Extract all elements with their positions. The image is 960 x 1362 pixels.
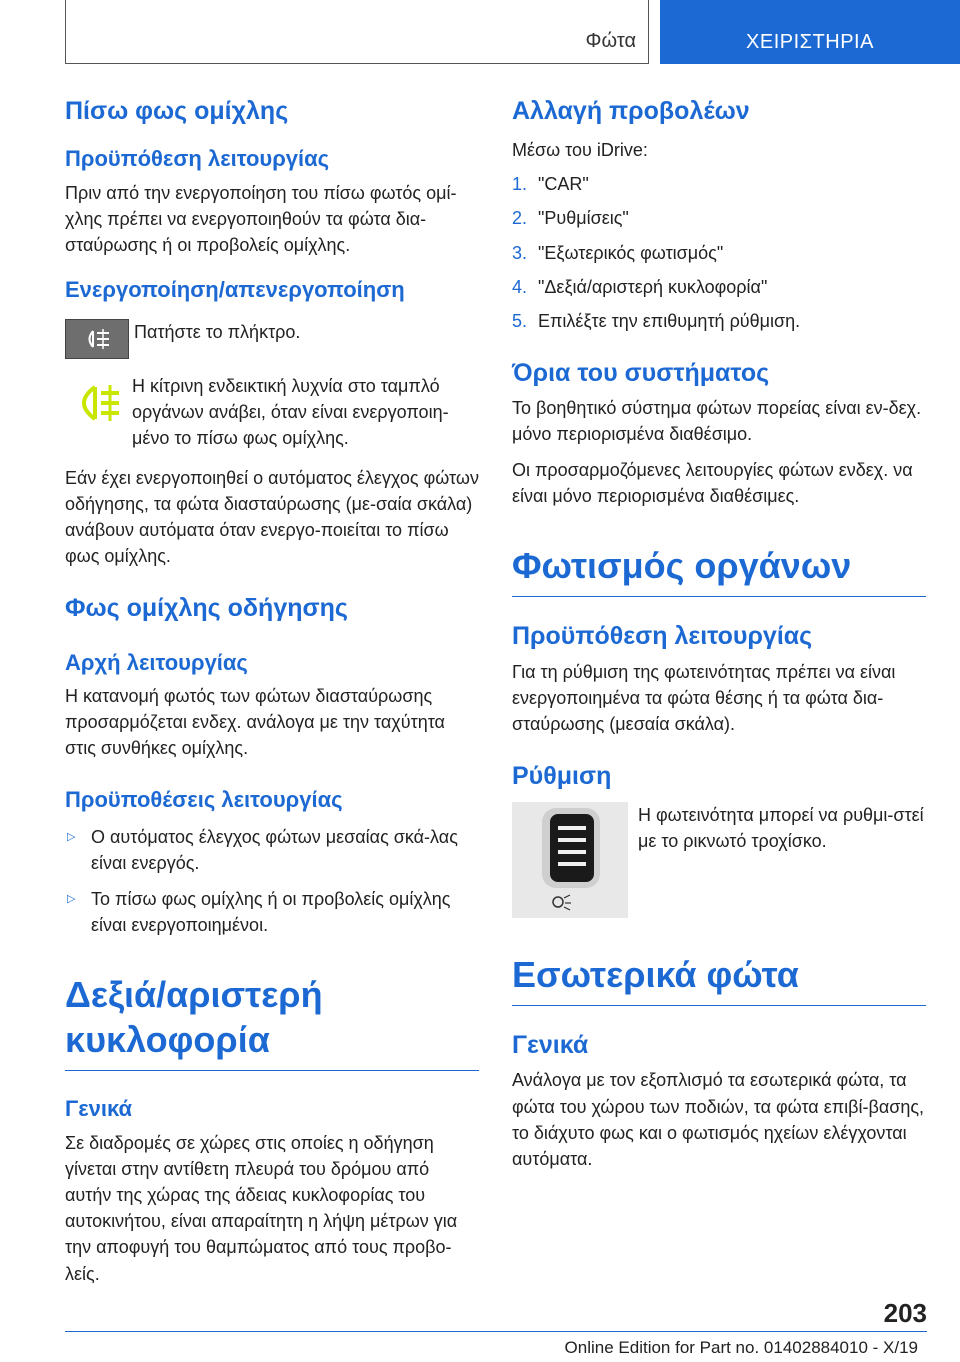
interior-general-text: Ανάλογα με τον εξοπλισμό τα εσωτερικά φώτα, τα φώτα του χώρου των ποδιών, τα φώτα επιβί-βασης, το διάχυτο φως και ο φωτισμός ηχείων ελέγχονται αυτόματα. [512,1070,925,1169]
steps-list [512,171,926,333]
step-number: 1. [512,174,528,195]
auto-control-text: Εάν έχει ενεργοποιηθεί ο αυτόματος έλεγχος φώτων οδήγησης, τα φώτα διασταύρωσης (με-σαία σκάλα) ανάβουν αυτόματα όταν ενεργο-ποιείται το πίσω φως ομίχλης. [65,468,479,567]
rear-fog-prereq-text: Πριν από την ενεργοποίηση του πίσω φωτός ομί-χλης πρέπει να ενεργοποιηθούν τα φώτα δια-σταύρωσης ή οι προβολείς ομίχλης. [65,182,457,256]
traffic-title: Δεξιά/αριστερή κυκλοφορία [65,972,479,1071]
principle-title: Αρχή λειτουργίας [65,649,248,675]
limits-text-1: Το βοηθητικό σύστημα φώτων πορείας είναι εν-δεχ. μόνο περιορισμένα διαθέσιμο. [512,398,922,445]
rear-fog-title: Πίσω φως ομίχλης [65,97,289,125]
header-chapter-tab: ΧΕΙΡΙΣΤΗΡΙΑ [660,0,960,64]
traffic-general-text: Σε διαδρομές σε χώρες στις οποίες η οδήγηση γίνεται στην αντίθετη πλευρά του δρόμου από αυτήν της χώρας της άδειας κυκλοφορίας του αυτοκινήτου, είναι απαραίτητη η λήψη μέτρων για την αποφυγή του θαμπώματος από τους προβο-λείς. [65,1133,458,1284]
left-column [65,96,479,1287]
list-item [65,886,479,938]
adjust-text: Η φωτεινότητα μπορεί να ρυθμι-στεί με το ρικνωτό τροχίσκο. [638,805,924,852]
step-text: "Ρυθμίσεις" [538,208,629,229]
knob-row [512,802,926,918]
footer-edition-text: Online Edition for Part no. 01402884010 - X/19 [564,1338,918,1357]
list-item [512,240,926,266]
press-button-text: Πατήστε το πλήκτρο. [134,321,301,342]
interior-general-title: Γενικά [512,1031,589,1060]
instrument-prereq-title: Προϋπόθεση λειτουργίας [512,622,813,651]
via-idrive-text: Μέσω του iDrive: [512,140,648,161]
instrument-lighting-title: Φωτισμός οργάνων [512,543,926,597]
step-text: "Δεξιά/αριστερή κυκλοφορία" [538,276,768,297]
fog-button-image [65,319,129,359]
limits-text-2: Οι προσαρμοζόμενες λειτουργίες φώτων ενδεχ. να είναι μόνο περιορισμένα διαθέσιμες. [512,460,913,507]
list-item [512,205,926,231]
list-item-text: Το πίσω φως ομίχλης ή οι προβολείς ομίχλης είναι ενεργοποιημένοι. [91,889,451,936]
step-number: 4. [512,276,528,297]
right-column [512,96,926,1172]
triangle-bullet-icon: ▷ [67,893,76,906]
rear-fog-icon [79,327,115,351]
step-number: 5. [512,310,528,331]
fog-driving-title: Φως ομίχλης οδήγησης [65,594,348,623]
list-item [512,274,926,300]
page-number: 203 [883,1298,927,1328]
triangle-bullet-icon: ▷ [67,831,76,844]
traffic-general-title: Γενικά [65,1096,133,1122]
rear-fog-toggle-title: Ενεργοποίηση/απενεργοποίηση [65,277,405,303]
thumbwheel-image [512,802,628,918]
list-item [512,308,926,334]
list-item [512,171,926,197]
prereqs-title: Προϋποθέσεις λειτουργίας [65,786,343,812]
step-text: "CAR" [538,174,589,195]
thumbwheel-photo [512,802,628,918]
principle-text: Η κατανομή φωτός των φώτων διασταύρωσης προσαρμόζεται ενδεχ. ανάλογα με την ταχύτητα στις συνθήκες ομίχλης. [65,686,445,759]
step-number: 2. [512,208,528,229]
indicator-row [65,373,479,451]
rear-fog-prereq-title: Προϋπόθεση λειτουργίας [65,146,330,172]
interior-lights-title: Εσωτερικά φώτα [512,952,926,1006]
indicator-text: Η κίτρινη ενδεικτική λυχνία στο ταμπλό οργάνων ανάβει, όταν είναι ενεργοποιη-μένο το πίσω φως ομίχλης. [132,375,449,448]
list-item [65,824,479,876]
switch-title: Αλλαγή προβολέων [512,97,750,125]
step-number: 3. [512,242,528,263]
header-section-title: Φώτα [585,30,636,52]
fog-button-row [65,319,479,359]
rear-fog-indicator-icon [65,373,127,433]
adjust-title: Ρύθμιση [512,761,612,790]
step-text: "Εξωτερικός φωτισμός" [538,242,724,263]
prereqs-list [65,824,479,938]
step-text: Επιλέξτε την επιθυμητή ρύθμιση. [538,310,801,331]
footer-divider [65,1331,927,1332]
limits-title: Όρια του συστήματος [512,358,770,387]
list-item-text: Ο αυτόματος έλεγχος φώτων μεσαίας σκά-λας είναι ενεργός. [91,827,458,874]
header-frame [65,0,649,64]
instrument-prereq-text: Για τη ρύθμιση της φωτεινότητας πρέπει να είναι ενεργοποιημένα τα φώτα θέσης ή τα φώτα δια-σταύρωσης (μεσαία σκάλα). [512,661,896,734]
